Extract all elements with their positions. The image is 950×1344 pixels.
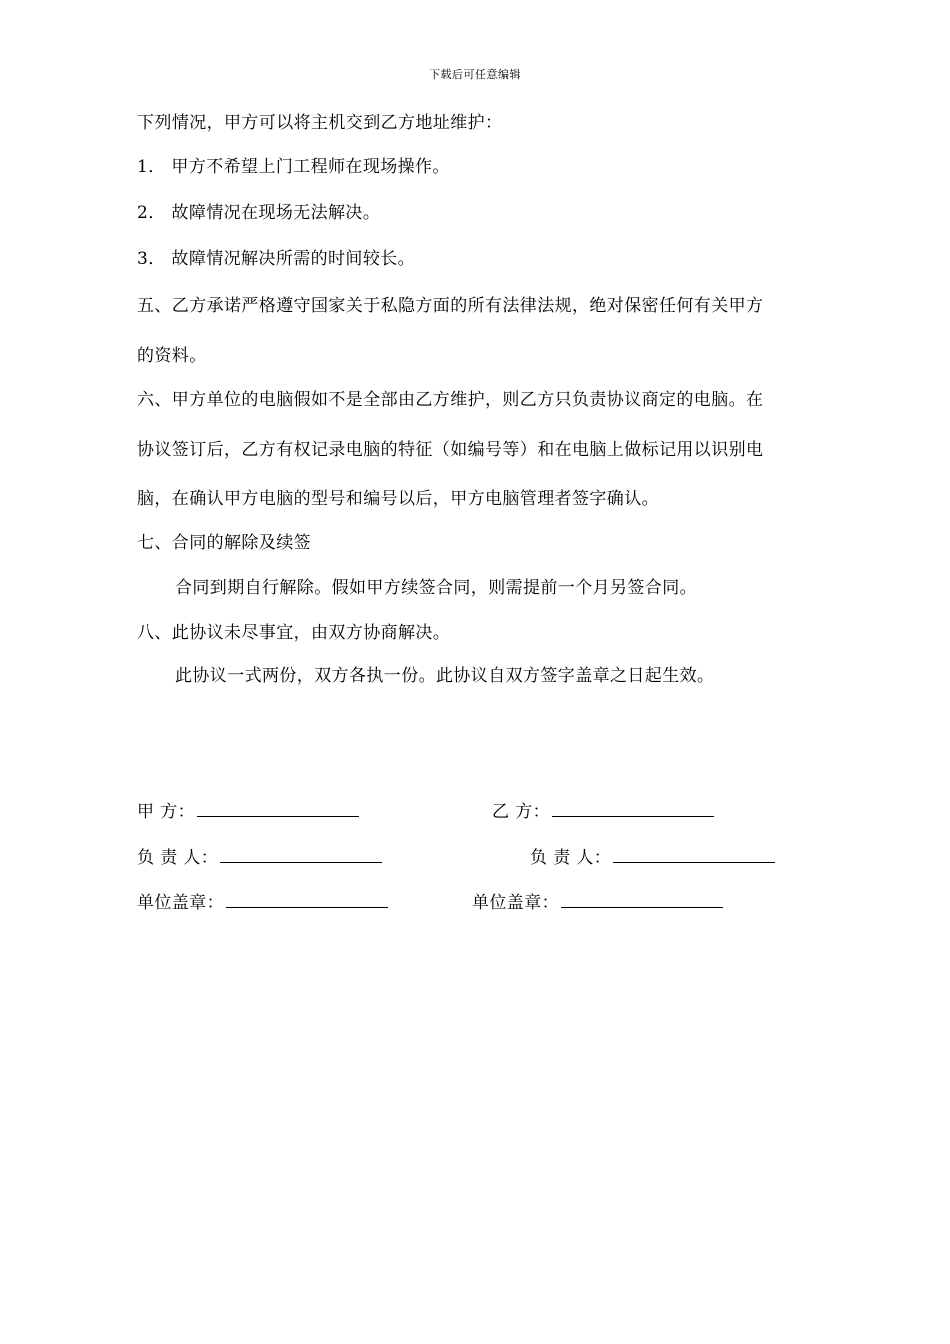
person-b-blank[interactable] [613, 848, 775, 863]
seal-a-signature [137, 888, 388, 913]
section-6-line-3: 脑，在确认甲方电脑的型号和编号以后，甲方电脑管理者签字确认。 [137, 489, 659, 509]
person-b-label: 负 责 人： [530, 848, 612, 868]
seal-a-blank[interactable] [226, 893, 388, 908]
section-5-line-2: 的资料。 [137, 346, 207, 366]
section-7-body: 合同到期自行解除。假如甲方续签合同，则需提前一个月另签合同。 [175, 578, 697, 598]
section-6-line-2: 协议签订后，乙方有权记录电脑的特征（如编号等）和在电脑上做标记用以识别电 [137, 440, 764, 460]
list-item-1: 1． 甲方不希望上门工程师在现场操作。 [137, 157, 450, 177]
person-a-label: 负 责 人： [137, 848, 219, 868]
list-item-2: 2． 故障情况在现场无法解决。 [137, 203, 381, 223]
person-a-signature [137, 843, 382, 868]
section-5-line-1: 五、乙方承诺严格遵守国家关于私隐方面的所有法律法规，绝对保密任何有关甲方 [137, 296, 764, 316]
section-8-title: 八、此协议未尽事宜，由双方协商解决。 [137, 623, 451, 643]
party-b-blank[interactable] [552, 802, 714, 817]
page-header-note: 下载后可任意编辑 [429, 68, 521, 81]
section-8-body: 此协议一式两份，双方各执一份。此协议自双方签字盖章之日起生效。 [175, 666, 715, 686]
person-a-blank[interactable] [220, 848, 382, 863]
list-item-3: 3． 故障情况解决所需的时间较长。 [137, 249, 416, 269]
section-6-line-1: 六、甲方单位的电脑假如不是全部由乙方维护，则乙方只负责协议商定的电脑。在 [137, 390, 764, 410]
seal-b-blank[interactable] [561, 893, 723, 908]
section-7-title: 七、合同的解除及续签 [137, 533, 311, 553]
intro-paragraph: 下列情况，甲方可以将主机交到乙方地址维护： [137, 113, 503, 133]
party-a-label: 甲 方： [137, 802, 196, 822]
party-a-signature [137, 797, 359, 822]
party-a-blank[interactable] [197, 802, 359, 817]
seal-b-label: 单位盖章： [472, 893, 559, 913]
seal-a-label: 单位盖章： [137, 893, 224, 913]
party-b-label: 乙 方： [492, 802, 551, 822]
person-b-signature [530, 843, 775, 868]
seal-b-signature [472, 888, 723, 913]
party-b-signature [492, 797, 714, 822]
